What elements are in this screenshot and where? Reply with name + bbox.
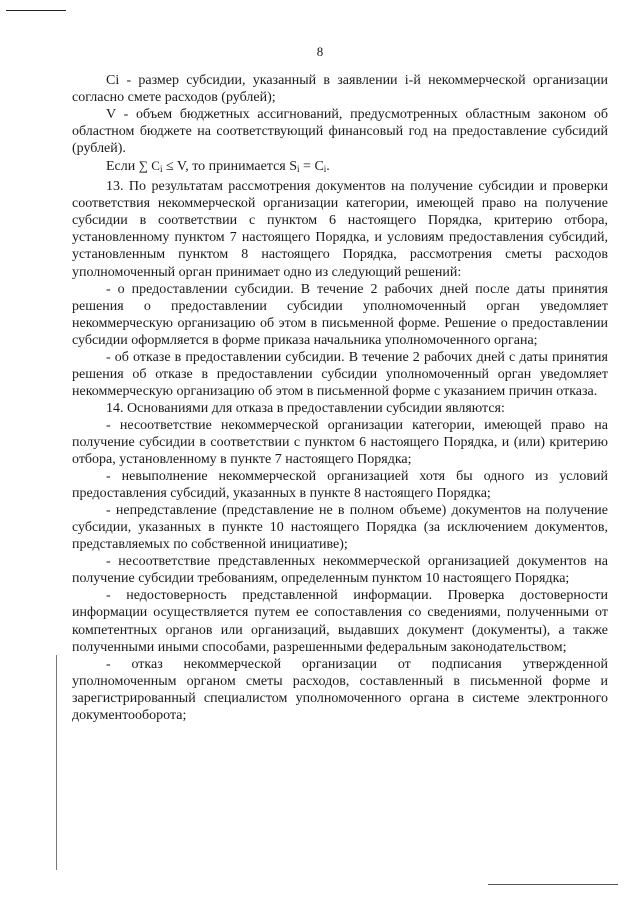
- document-body: [72, 72, 608, 724]
- paragraph-refusal-reason-2: - невыполнение некоммерческой организацией хотя бы одного из условий предоставления субсидий, указанных в пункте 8 настоящего Порядка;: [72, 469, 608, 502]
- page-number: 8: [316, 44, 324, 59]
- formula-subscript: i: [159, 164, 163, 175]
- formula-suffix: .: [326, 159, 330, 175]
- paragraph-refusal-reason-1: - несоответствие некоммерческой организации категории, имеющей право на получение субсидии в соответствии с пунктом 6 настоящего Порядка, и (или) критерию отбора, установленному в пункте 7 настоящего Порядка;: [72, 417, 608, 468]
- paragraph-decision-grant: - о предоставлении субсидии. В течение 2 рабочих дней после даты принятия решения о предоставлении субсидии уполномоченный орган уведомляет некоммерческую организацию об этом в письменной форме. Решение о предоставлении субсидии оформляется в форме приказа начальника уполномоченного органа;: [72, 281, 608, 348]
- paragraph-refusal-reason-5: - недостоверность представленной информации. Проверка достоверности информации осуществляется путем ее сопоставления со сведениями, полученными от компетентных органов или организаций, выдавших документ (документы), а также полученными иными способами, разрешенными федеральным законодательством;: [72, 588, 608, 655]
- paragraph-ci-definition: Ci - размер субсидии, указанный в заявлении i-й некоммерческой организации согласно смете расходов (рублей);: [72, 73, 608, 106]
- paragraph-decision-refuse: - об отказе в предоставлении субсидии. В течение 2 рабочих дней с даты принятия решения об отказе в предоставлении субсидии уполномоченный орган уведомляет некоммерческую организацию об этом в письменной форме с указанием причин отказа.: [72, 349, 608, 399]
- formula-prefix: Если: [106, 159, 139, 175]
- formula-subscript: i: [323, 164, 327, 175]
- scan-artifact-line: [488, 884, 618, 885]
- scan-artifact-line: [6, 10, 66, 11]
- paragraph-item-13: 13. По результатам рассмотрения документов на получение субсидии и проверки соответствия некоммерческой организации категории, имеющей право на получение субсидии в соответствии с пунктом 6 настоящего Порядка, критерию отбора, установленному пунктом 7 настоящего Порядка, и условиям предоставления субсидий, установленным пунктом 8 настоящего Порядка, рассмотрения сметы расходов уполномоченный орган принимает одно из следующий решений:: [72, 179, 608, 280]
- formula-middle: ≤ V, то принимается S: [162, 159, 298, 175]
- formula-eq: = C: [299, 159, 324, 175]
- paragraph-refusal-reason-6: - отказ некоммерческой организации от подписания утвержденной уполномоченным органом сметы расходов, составленный в письменной форме и зарегистрированный специалистом уполномоченного органа в системе электронного документооборота;: [72, 656, 608, 723]
- formula-sum: ∑ C: [138, 158, 160, 174]
- formula-condition: [72, 157, 608, 178]
- paragraph-item-14: 14. Основаниями для отказа в предоставлении субсидии являются:: [106, 400, 505, 416]
- scan-artifact-line: [56, 655, 57, 870]
- paragraph-v-definition: V - объем бюджетных ассигнований, предусмотренных областным законом об областном бюджете на соответствующий финансовый год на предоставление субсидий (рублей).: [72, 107, 608, 157]
- paragraph-refusal-reason-3: - непредставление (представление не в полном объеме) документов на получение субсидии, указанных в пункте 10 настоящего Порядка (за исключением документов, представляемых по собственной инициативе);: [72, 503, 608, 553]
- formula-subscript: i: [297, 164, 300, 175]
- paragraph-refusal-reason-4: - несоответствие представленных некоммерческой организацией документов на получение субсидии требованиям, определенным пунктом 10 настоящего Порядка;: [72, 554, 608, 587]
